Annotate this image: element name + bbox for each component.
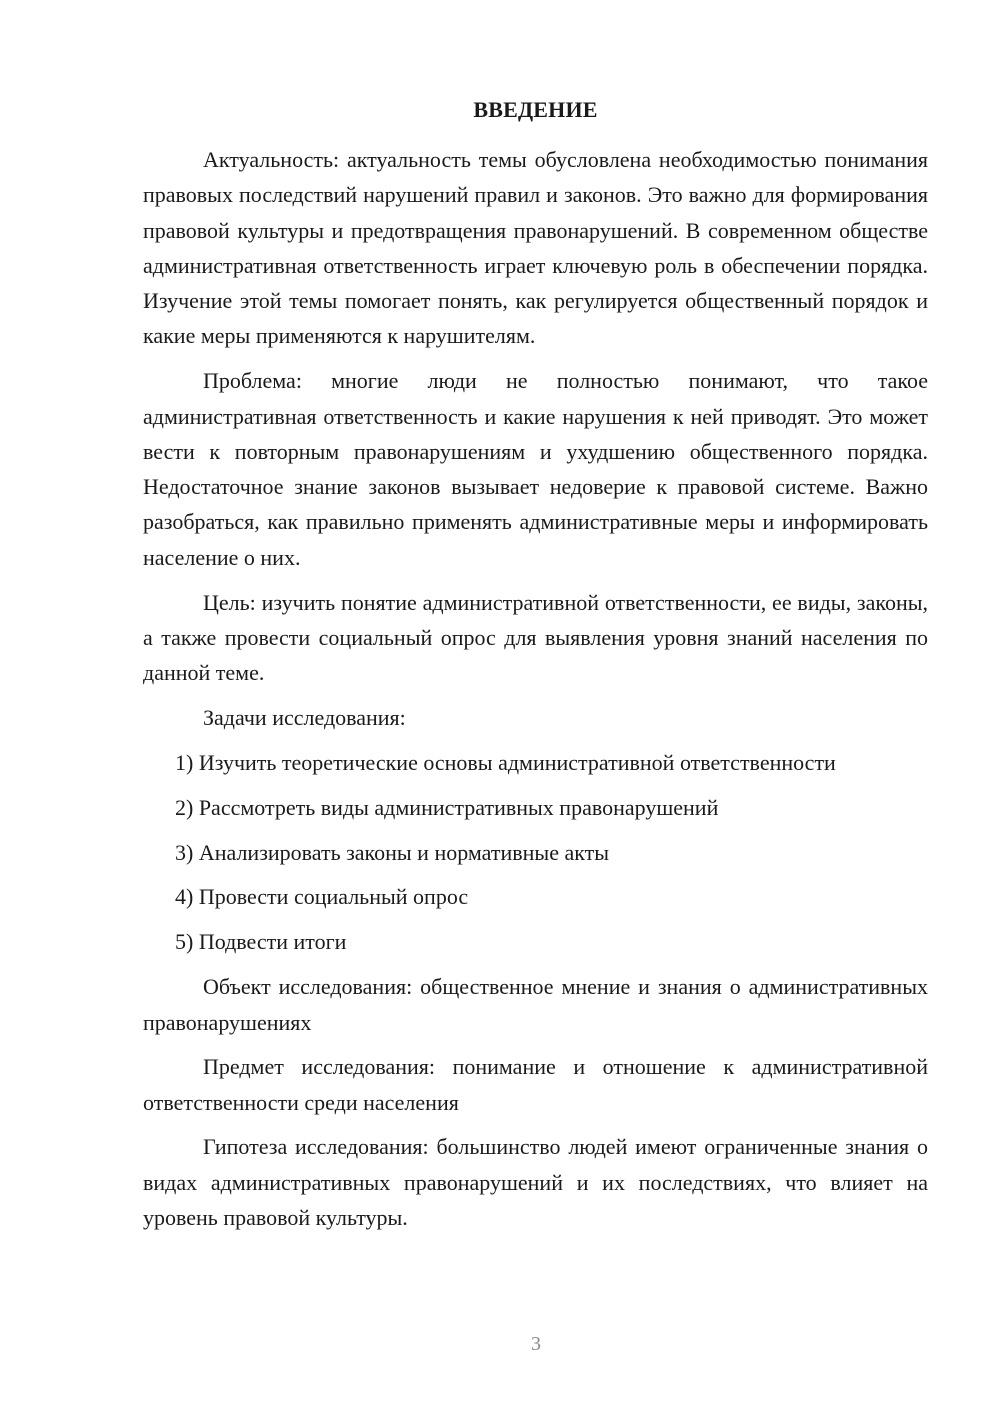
tasks-label: Задачи исследования: xyxy=(203,704,406,730)
paragraph-hypothesis: Гипотеза исследования: большинство людей имеют ограниченные знания о видах административных правонарушений и их последствиях, что влияет на уровень правовой культуры. xyxy=(143,1134,928,1230)
paragraph-goal: Цель: изучить понятие административной ответственности, ее виды, законы, а также провести социальный опрос для выявления уровня знаний населения по данной теме. xyxy=(143,589,928,686)
page-number: 3 xyxy=(531,1333,541,1355)
list-item: 5) Подвести итоги xyxy=(175,929,347,955)
paragraph-relevance: Актуальность: актуальность темы обусловлена необходимостью понимания правовых последствий нарушений правил и законов. Это важно для формирования правовой культуры и предотвращения правонарушений. В современном обществе административная ответственность играет ключевую роль в обеспечении порядка. Изучение этой темы помогает понять, как регулируется общественный порядок и какие меры применяются к нарушителям. xyxy=(143,147,928,349)
document-page xyxy=(143,92,928,1245)
list-item: 4) Провести социальный опрос xyxy=(175,884,469,910)
tasks-list xyxy=(143,745,928,960)
list-item: 2) Рассмотреть виды административных правонарушений xyxy=(175,794,719,820)
page-title: ВВЕДЕНИЕ xyxy=(473,97,598,122)
list-item: 1) Изучить теоретические основы административной ответственности xyxy=(175,749,836,775)
paragraph-problem: Проблема: многие люди не полностью понимают, что такое административная ответственность и какие нарушения к ней приводят. Это может вести к повторным правонарушениям и ухудшению общественного порядка. Недостаточное знание законов вызывает недоверие к правовой системе. Важно разобраться, как правильно применять административные меры и информировать население о них. xyxy=(143,368,928,570)
paragraph-object: Объект исследования: общественное мнение и знания о административных правонарушениях xyxy=(143,974,928,1035)
list-item: 3) Анализировать законы и нормативные акты xyxy=(175,839,610,865)
paragraph-subject: Предмет исследования: понимание и отношение к административной ответственности среди населения xyxy=(143,1054,928,1115)
